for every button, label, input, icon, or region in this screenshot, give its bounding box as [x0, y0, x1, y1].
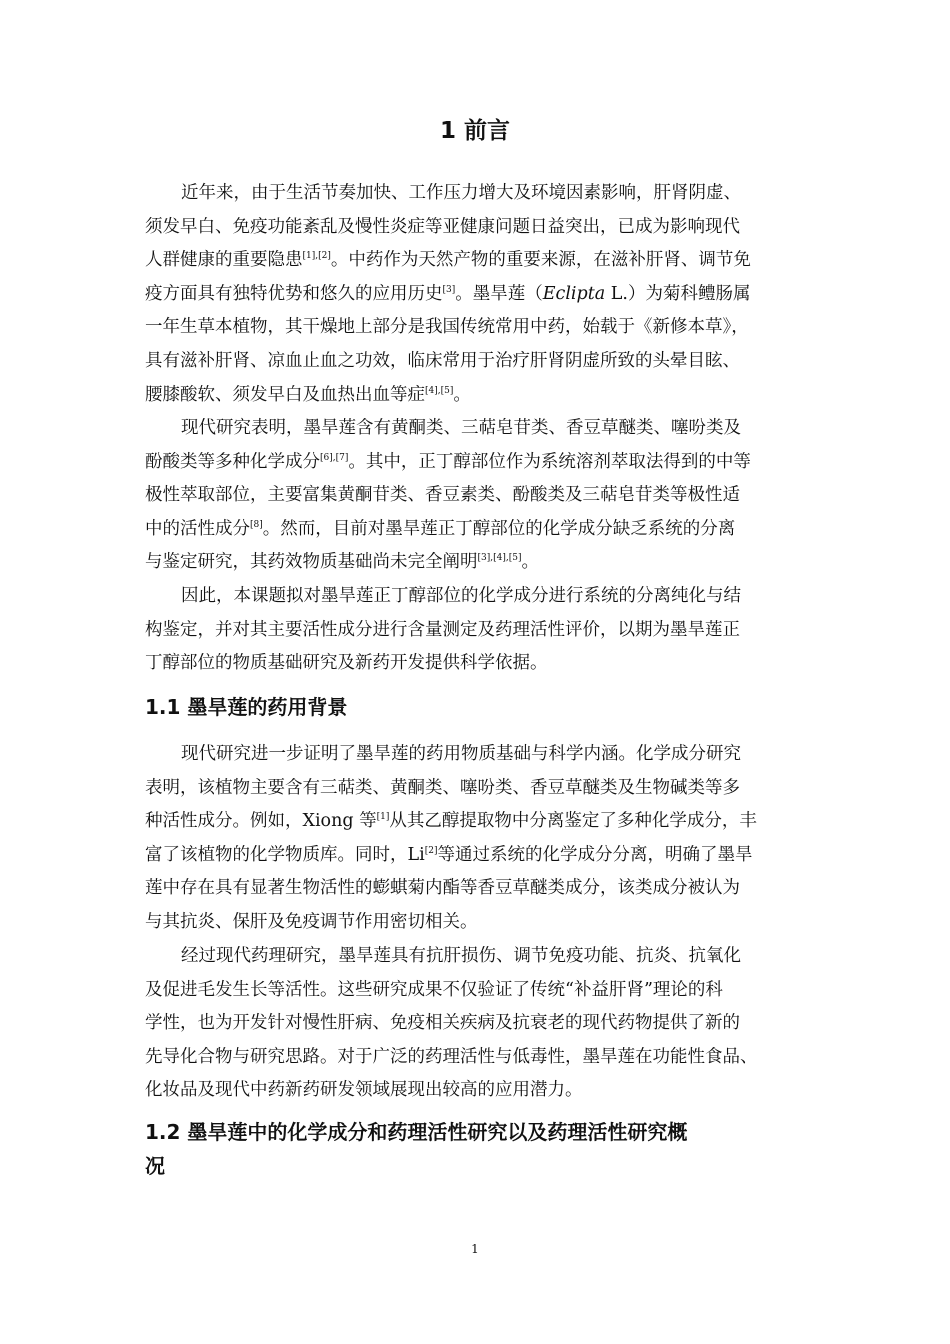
text-segment: 从其乙醇提取物中分离鉴定了多种化学成分，丰: [389, 811, 757, 832]
text-line: 现代研究表明，墨旱莲含有黄酮类、三萜皂苷类、香豆草醚类、噻吩类及: [181, 418, 741, 438]
citation-reference: [4],[5]: [425, 385, 454, 396]
text-line: 丁醇部位的物质基础研究及新药开发提供科学依据。: [145, 653, 548, 674]
text-line: 及促进毛发生长等活性。这些研究成果不仅验证了传统“补益肝肾”理论的科: [145, 979, 723, 1000]
citation-reference: [3]: [442, 284, 456, 295]
text-segment: 腰膝酸软、须发早白及血热出血等症: [145, 384, 425, 405]
text-line: 经过现代药理研究，墨旱莲具有抗肝损伤、调节免疫功能、抗炎、抗氧化: [181, 946, 741, 966]
text-segment: 种活性成分。例如，Xiong 等: [145, 811, 377, 832]
text-line: 具有滋补肝肾、凉血止血之功效，临床常用于治疗肝肾阴虚所致的头晕目眩、: [145, 350, 740, 371]
text-line: [145, 379, 807, 413]
text-segment: 等通过系统的化学成分分离，明确了墨旱: [437, 844, 753, 865]
section-1-2-heading: [145, 1115, 815, 1183]
text-segment: 。然而，目前对墨旱莲正丁醇部位的化学成分缺乏系统的分离: [262, 518, 736, 539]
text-line: 表明，该植物主要含有三萜类、黄酮类、噻吩类、香豆草醚类及生物碱类等多: [145, 777, 740, 798]
citation-reference: [1],[2]: [302, 251, 331, 262]
text-segment: 。: [521, 552, 539, 573]
text-line: 与其抗炎、保肝及免疫调节作用密切相关。: [145, 911, 478, 932]
text-segment: 人群健康的重要隐患: [145, 250, 303, 271]
section-1-1-heading: 1.1 墨旱莲的药用背景: [145, 695, 348, 719]
heading-line: 1.2 墨旱莲中的化学成分和药理活性研究以及药理活性研究概: [145, 1120, 688, 1144]
text-line: 先导化合物与研究思路。对于广泛的药理活性与低毒性，墨旱莲在功能性食品、: [145, 1046, 758, 1067]
text-line: 因此，本课题拟对墨旱莲正丁醇部位的化学成分进行系统的分离纯化与结: [181, 586, 741, 606]
page-number: 1: [471, 1242, 479, 1256]
text-segment: L.）为菊科鳢肠属: [605, 283, 751, 304]
intro-paragraph-1: [145, 177, 807, 412]
text-segment: 疫方面具有独特优势和悠久的应用历史: [145, 283, 443, 304]
latin-genus-name: Eclipta: [542, 283, 606, 304]
text-line: 莲中存在具有显著生物活性的蟛蜞菊内酯等香豆草醚类成分，该类成分被认为: [145, 878, 740, 899]
text-line: 须发早白、免疫功能紊乱及慢性炎症等亚健康问题日益突出，已成为影响现代: [145, 216, 740, 237]
text-line: 构鉴定，并对其主要活性成分进行含量测定及药理活性评价，以期为墨旱莲正: [145, 619, 740, 640]
citation-reference: [2]: [424, 845, 438, 856]
text-line: 现代研究进一步证明了墨旱莲的药用物质基础与科学内涵。化学成分研究: [181, 744, 741, 764]
text-line: [145, 446, 807, 480]
text-line: [145, 805, 807, 839]
citation-reference: [8]: [250, 519, 263, 530]
text-segment: 富了该植物的化学物质库。同时，Li: [145, 844, 425, 865]
text-line: [145, 278, 807, 312]
intro-paragraph-2: [145, 412, 807, 580]
text-line: [145, 546, 807, 580]
text-line: 极性萃取部位，主要富集黄酮苷类、香豆素类、酚酸类及三萜皂苷类等极性适: [145, 485, 740, 506]
section-1-1-paragraph-2: [145, 940, 807, 1108]
text-line: 近年来，由于生活节奏加快、工作压力增大及环境因素影响，肝肾阴虚、: [181, 183, 741, 203]
chapter-title: 1 前言: [439, 118, 510, 144]
text-line: 化妆品及现代中药新药研发领域展现出较高的应用潜力。: [145, 1080, 583, 1101]
text-segment: 与鉴定研究，其药效物质基础尚未完全阐明: [145, 552, 478, 573]
text-segment: 。其中，正丁醇部位作为系统溶剂萃取法得到的中等: [348, 451, 751, 472]
citation-reference: [3],[4],[5]: [477, 553, 522, 564]
heading-line: 况: [145, 1154, 165, 1178]
citation-reference: [6],[7]: [320, 452, 349, 463]
text-line: 一年生草本植物，其干燥地上部分是我国传统常用中药，始载于《新修本草》，: [145, 317, 749, 338]
text-segment: 。: [453, 384, 471, 405]
text-segment: 。中药作为天然产物的重要来源，在滋补肝肾、调节免: [330, 250, 751, 271]
section-1-1-paragraph-1: [145, 738, 807, 940]
intro-paragraph-3: [145, 580, 807, 681]
citation-reference: [1]: [376, 812, 390, 823]
text-segment: 酚酸类等多种化学成分: [145, 451, 320, 472]
text-line: 学性，也为开发针对慢性肝病、免疫相关疾病及抗衰老的现代药物提供了新的: [145, 1013, 740, 1034]
text-segment: 中的活性成分: [145, 518, 250, 539]
text-line: [145, 513, 807, 547]
text-segment: 。墨旱莲（: [455, 283, 543, 304]
text-line: [145, 244, 807, 278]
text-line: [145, 839, 807, 873]
